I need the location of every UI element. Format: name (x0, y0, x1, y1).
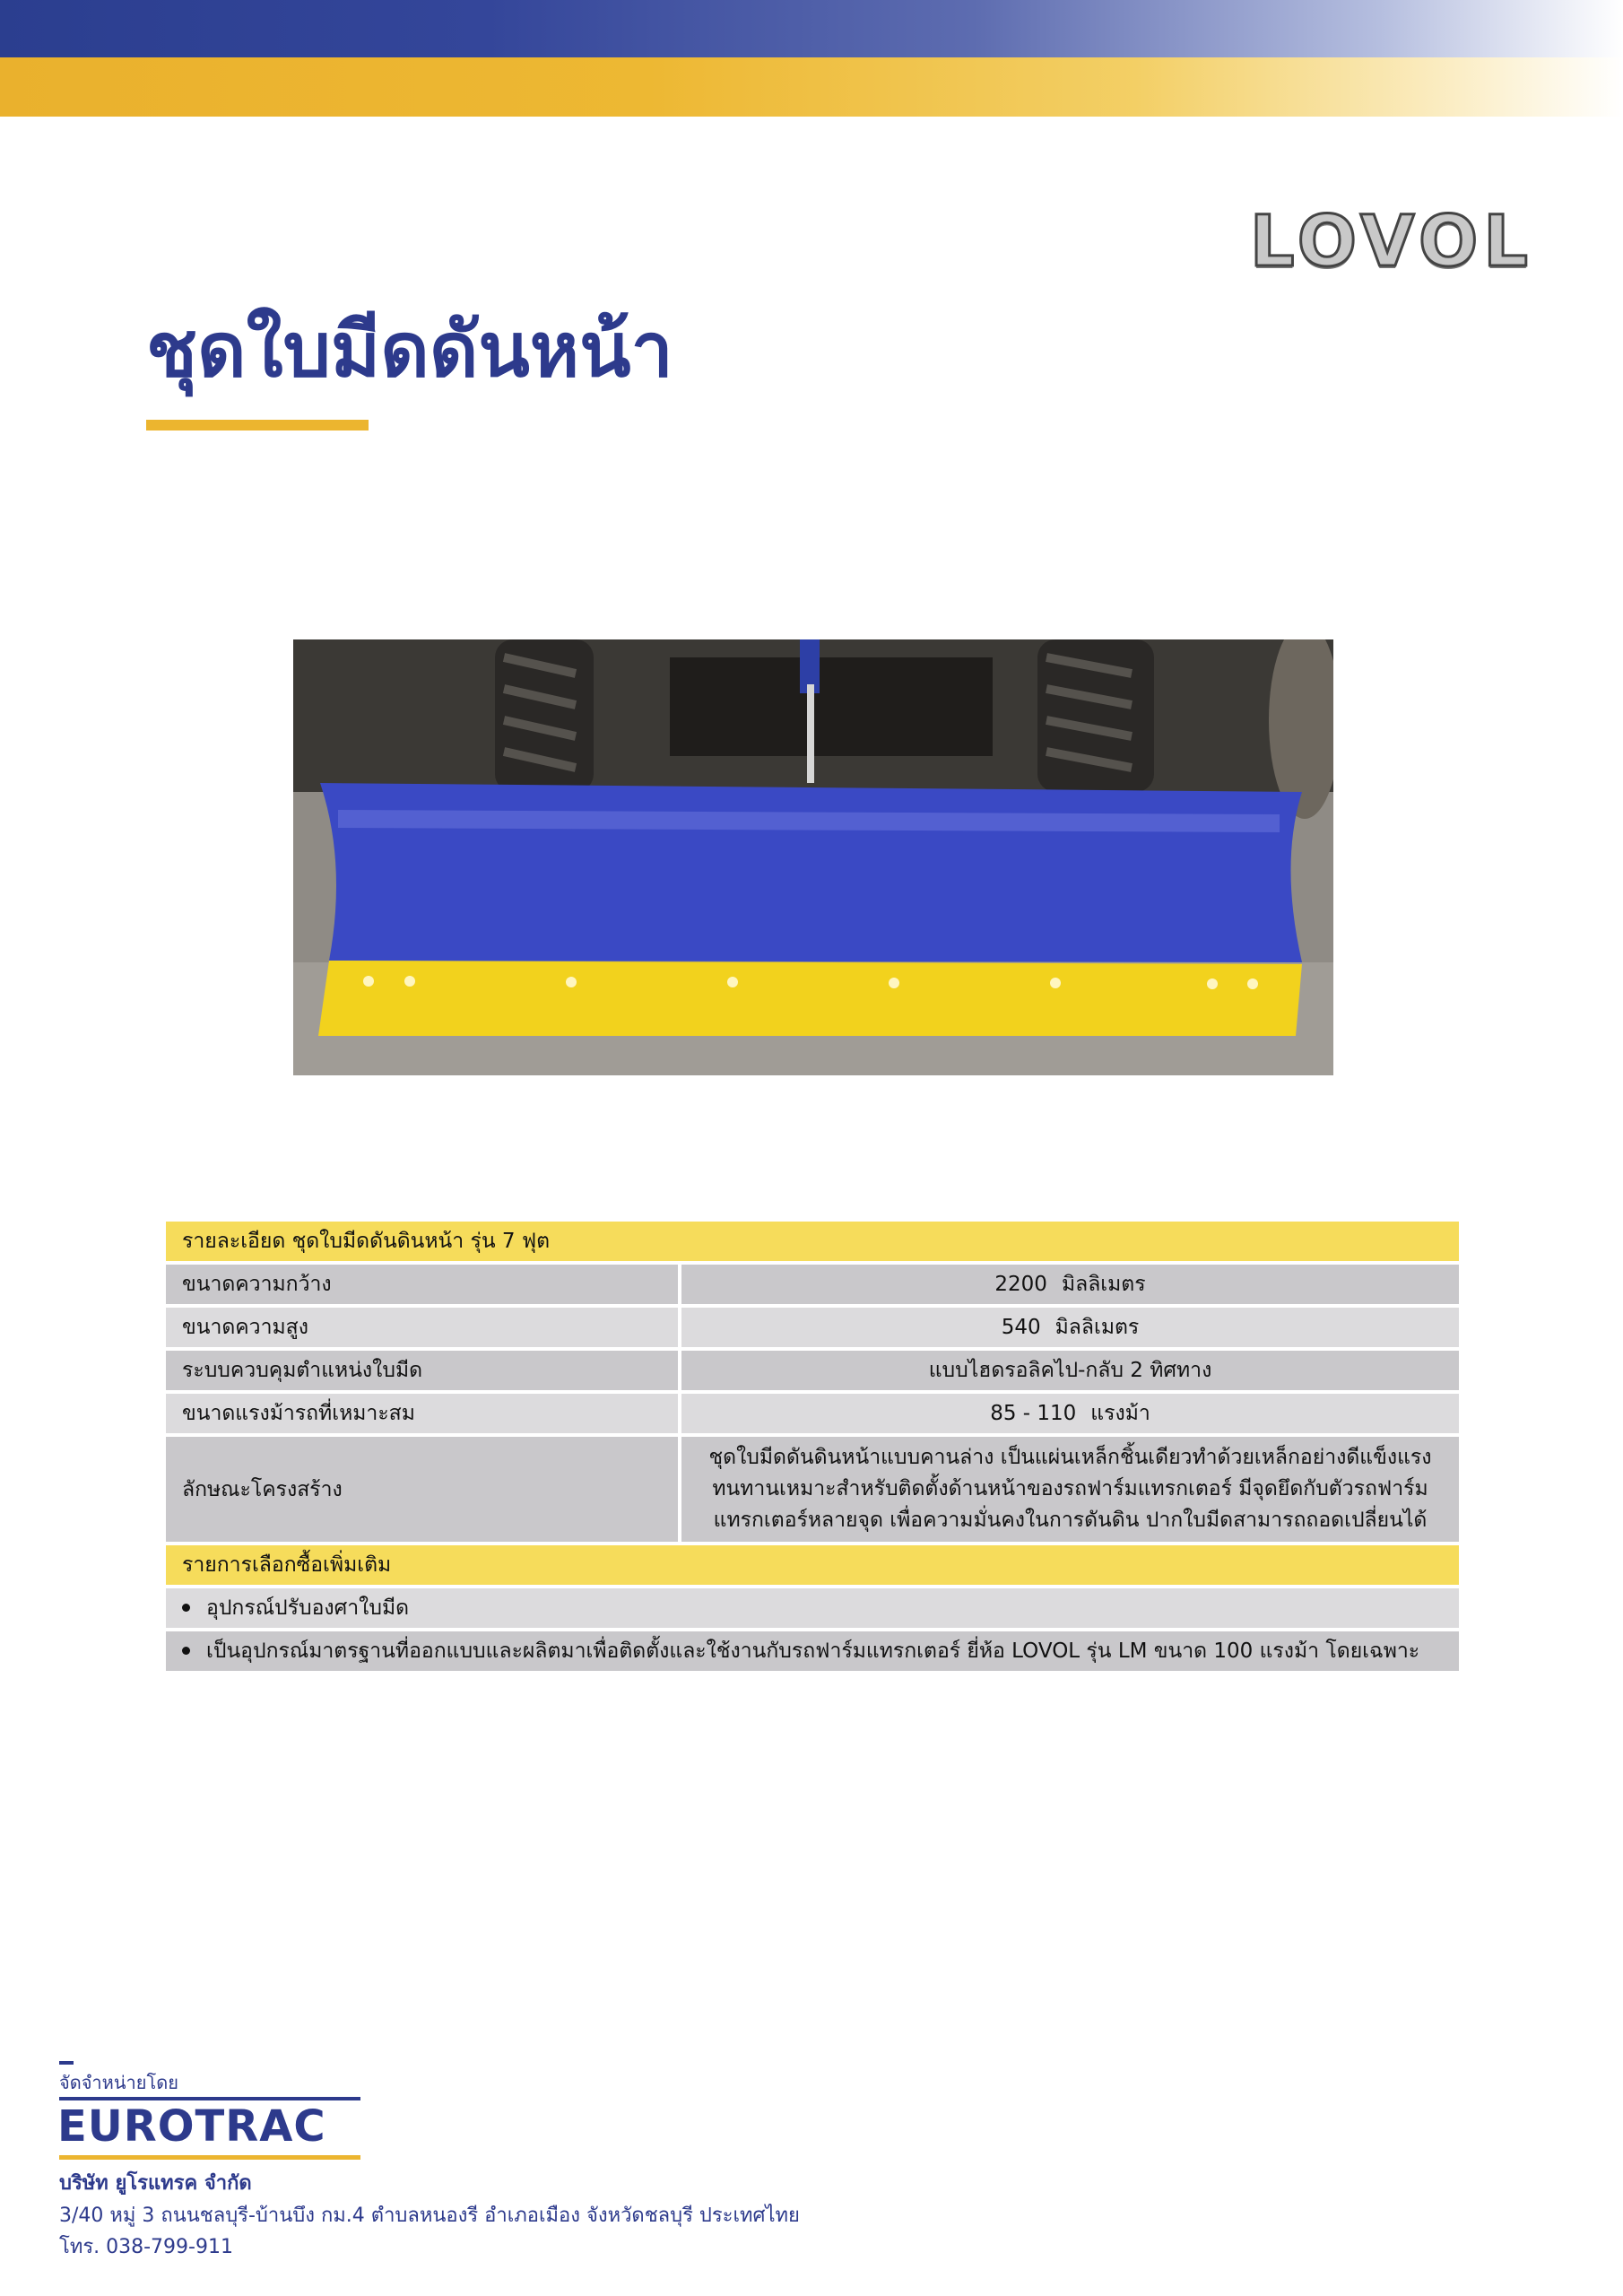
cutting-edge (318, 961, 1302, 1036)
spec-value-number: 85 - 110 (990, 1402, 1077, 1425)
spec-value-unit: แรงม้า (1090, 1402, 1150, 1425)
option-text: เป็นอุปกรณ์มาตรฐานที่ออกแบบและผลิตมาเพื่อติดตั้งและใช้งานกับรถฟาร์มแทรกเตอร์ ยี่ห้อ LOVOL รุ่น LM ขนาด 100 แรงม้า โดยเฉพาะ (206, 1639, 1420, 1663)
bullet-icon (182, 1604, 190, 1612)
option-text: อุปกรณ์ปรับองศาใบมีด (206, 1596, 410, 1620)
spec-value-number: 540 (1001, 1316, 1041, 1339)
spec-value-unit: มิลลิเมตร (1055, 1316, 1140, 1339)
option-item (166, 1631, 1459, 1671)
spec-value (678, 1394, 1459, 1433)
spec-value-number: 2200 (994, 1273, 1047, 1296)
spec-row-structure (166, 1437, 1459, 1542)
spec-row-horsepower (166, 1394, 1459, 1433)
spec-value (678, 1308, 1459, 1347)
option-item (166, 1588, 1459, 1628)
header-band-blue (0, 0, 1623, 57)
spec-value-unit: มิลลิเมตร (1061, 1273, 1146, 1296)
spec-row-width (166, 1265, 1459, 1304)
options-header (166, 1545, 1459, 1585)
spec-row-height (166, 1308, 1459, 1347)
company-phone: โทร. 038-799-911 (59, 2236, 233, 2258)
spec-table (166, 1218, 1459, 1674)
blade-shape (320, 783, 1302, 962)
structure-line: ทนทานเหมาะสำหรับติดตั้งด้านหน้าของรถฟาร์มแทรกเตอร์ มีจุดยึดกับตัวรถฟาร์ม (712, 1477, 1428, 1500)
left-tire (495, 639, 594, 792)
header-band-yellow (0, 57, 1623, 117)
bullet-icon (182, 1647, 190, 1655)
spec-label: ขนาดแรงม้ารถที่เหมาะสม (166, 1394, 678, 1433)
distributed-by-label: จัดจำหน่ายโดย (59, 2072, 178, 2093)
spec-structure-text (678, 1437, 1459, 1542)
product-photo (293, 639, 1333, 1075)
eurotrac-logo: EUROTRAC (57, 2101, 326, 2152)
page-title: ชุดใบมีดดันหน้า (146, 306, 673, 394)
spec-row-control (166, 1351, 1459, 1390)
spec-value: แบบไฮดรอลิคไป-กลับ 2 ทิศทาง (678, 1351, 1459, 1390)
structure-line: แทรกเตอร์หลายจุด เพื่อความมั่นคงในการดันดิน ปากใบมีดสามารถถอดเปลี่ยนได้ (713, 1509, 1428, 1532)
structure-line: ชุดใบมีดดันดินหน้าแบบคานล่าง เป็นแผ่นเหล็กชิ้นเดียวทำด้วยเหล็กอย่างดีแข็งแรง (708, 1446, 1432, 1469)
spec-label: ระบบควบคุมตำแหน่งใบมีด (166, 1351, 678, 1390)
spec-label: ขนาดความกว้าง (166, 1265, 678, 1304)
spec-header-text: รายละเอียด ชุดใบมีดดันดินหน้า รุ่น 7 ฟุต (166, 1222, 1459, 1261)
footer-rule-yellow (59, 2155, 360, 2160)
footer-dash (59, 2061, 74, 2065)
title-underline (146, 420, 369, 430)
spec-label: ขนาดความสูง (166, 1308, 678, 1347)
company-name: บริษัท ยูโรแทรค จำกัด (59, 2172, 252, 2195)
options-header-text: รายการเลือกซื้อเพิ่มเติม (166, 1545, 1459, 1585)
footer-rule (59, 2097, 360, 2100)
lovol-logo: LOVOL (1249, 202, 1533, 283)
spec-label: ลักษณะโครงสร้าง (166, 1437, 678, 1542)
spec-value (678, 1265, 1459, 1304)
spec-table-header (166, 1222, 1459, 1261)
company-address: 3/40 หมู่ 3 ถนนชลบุรี-บ้านบึง กม.4 ตำบลหนองรี อำเภอเมือง จังหวัดชลบุรี ประเทศไทย (59, 2205, 800, 2227)
